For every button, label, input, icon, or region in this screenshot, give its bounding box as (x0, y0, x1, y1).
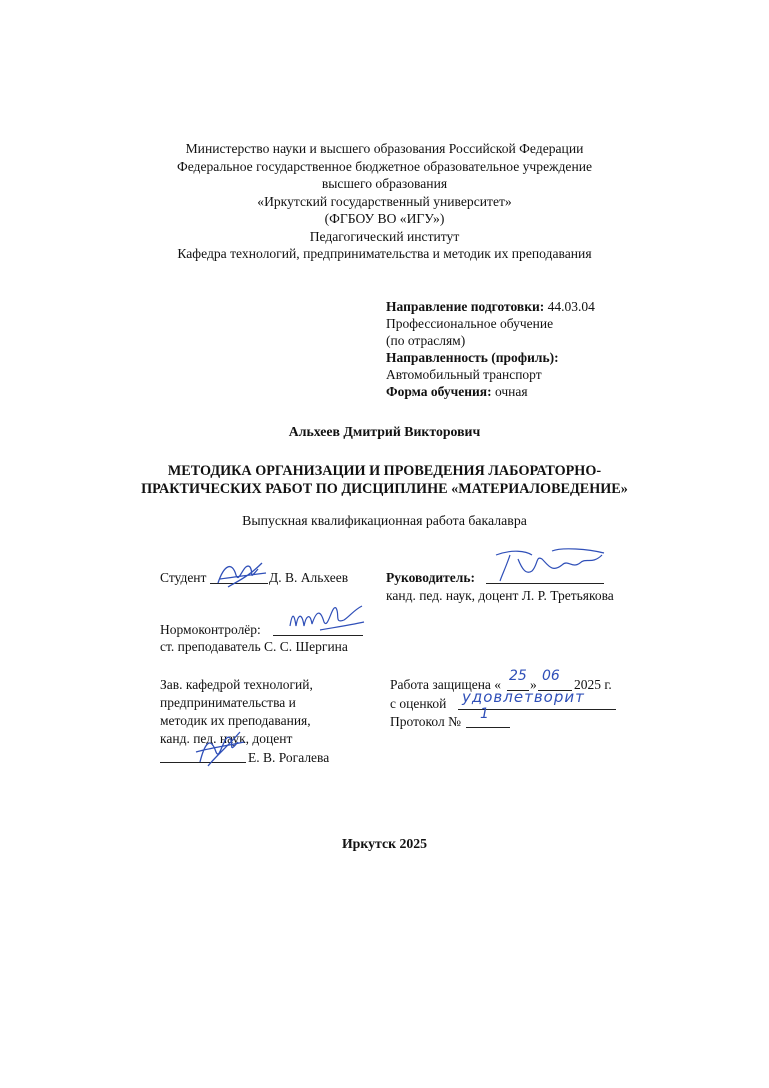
direction-line3: (по отраслям) (386, 333, 466, 348)
header-line-university: «Иркутский государственный университет» (257, 193, 512, 209)
protocol-number: 1 (480, 706, 489, 722)
defense-day: 25 (509, 668, 527, 684)
supervisor-signature (492, 545, 610, 587)
profile-value: Автомобильный транспорт (386, 367, 542, 382)
header-line-level: высшего образования (321, 176, 448, 191)
protocol-line (466, 727, 510, 728)
normcontrol-label: Нормоконтролёр: (160, 622, 261, 637)
protocol-label: Протокол № (390, 714, 461, 729)
student-name: Д. В. Альхеев (269, 570, 349, 585)
student-signature (214, 555, 270, 591)
normcontrol-signature (284, 600, 368, 640)
author-name: Альхеев Дмитрий Викторович (288, 424, 481, 439)
form-label: Форма обучения: (386, 384, 492, 399)
grade-label: с оценкой (390, 696, 447, 711)
defense-month: 06 (542, 668, 560, 684)
student-label: Студент (160, 570, 207, 585)
header-line-institution: Федеральное государственное бюджетное образовательное учреждение (176, 158, 593, 174)
form-value: очная (494, 384, 528, 399)
direction-value: 44.03.04 (547, 299, 595, 314)
defense-quote-close: » (530, 677, 537, 692)
direction-row (386, 298, 595, 315)
grade-value: удовлетворит (462, 688, 585, 706)
header-line-institute: Педагогический институт (309, 228, 460, 244)
form-row (386, 383, 528, 400)
direction-label: Направление подготовки: (386, 299, 545, 314)
supervisor-label: Руководитель: (386, 570, 476, 585)
head-line-3: методик их преподавания, (160, 713, 311, 728)
head-line-1: Зав. кафедрой технологий, (160, 677, 313, 692)
normcontrol-details: ст. преподаватель С. С. Шергина (160, 639, 348, 654)
supervisor-details: канд. пед. наук, доцент Л. Р. Третьякова (386, 588, 614, 603)
header-line-department: Кафедра технологий, предпринимательства и методик их преподавания (177, 246, 592, 261)
title-line-1: МЕТОДИКА ОРГАНИЗАЦИИ И ПРОВЕДЕНИЯ ЛАБОРАТОРНО- (167, 463, 602, 479)
defense-label: Работа защищена « (390, 677, 502, 692)
head-line-2: предпринимательства и (160, 695, 296, 710)
work-type: Выпускная квалификационная работа бакалавра (242, 513, 527, 528)
institution-header (0, 140, 769, 263)
head-signature (190, 722, 250, 770)
footer-city-year: Иркутск 2025 (341, 836, 428, 851)
header-line-ministry: Министерство науки и высшего образования Российской Федерации (185, 141, 584, 156)
header-line-abbr: (ФГБОУ ВО «ИГУ») (324, 211, 445, 226)
title-line-2: ПРАКТИЧЕСКИХ РАБОТ ПО ДИСЦИПЛИНЕ «МАТЕРИАЛОВЕДЕНИЕ» (141, 481, 628, 497)
defense-year: 2025 г. (574, 677, 612, 692)
profile-label: Направленность (профиль): (386, 350, 559, 365)
thesis-title (0, 462, 769, 498)
direction-line2: Профессиональное обучение (386, 316, 554, 331)
head-line-4: канд. пед. наук, доцент (160, 731, 293, 746)
head-name: Е. В. Рогалева (248, 750, 330, 765)
